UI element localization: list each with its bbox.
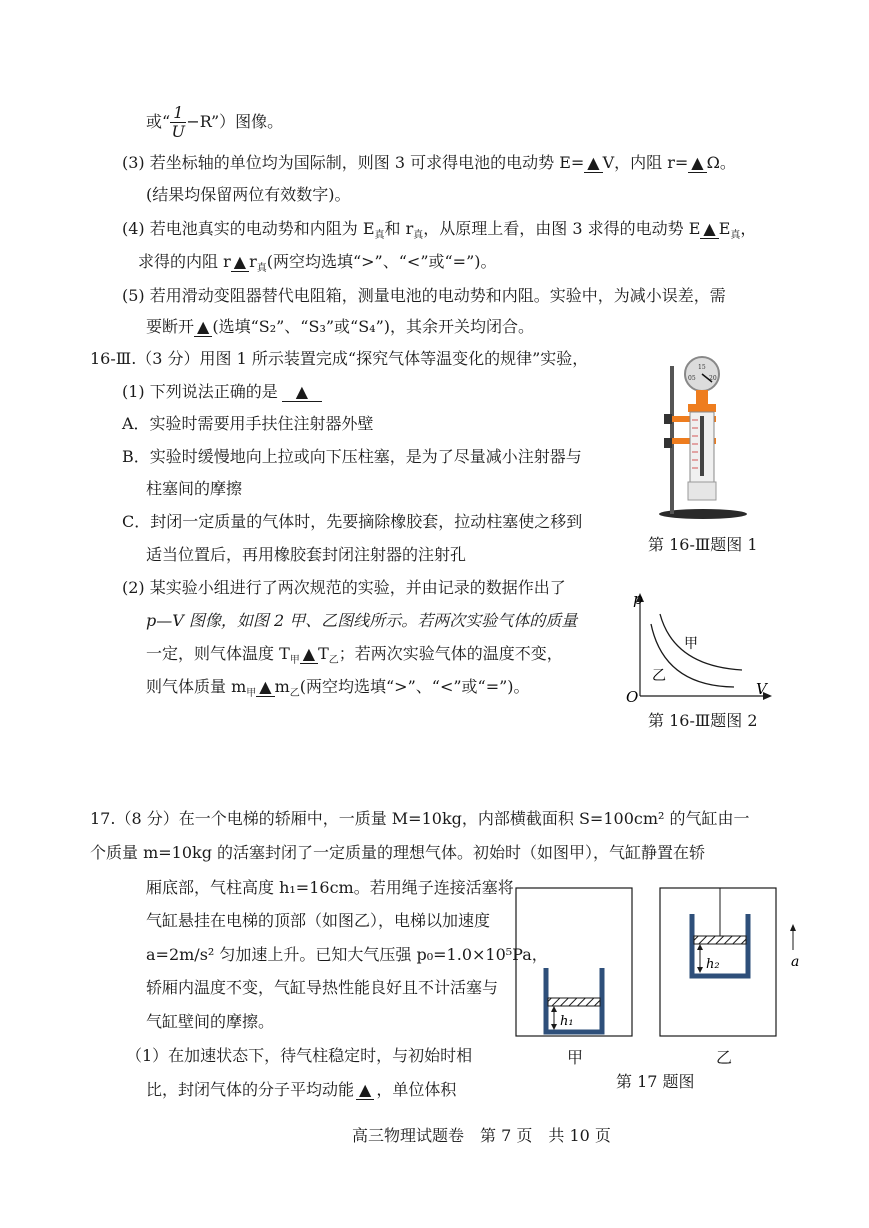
fraction-1-over-U	[170, 104, 186, 141]
piston-jia	[548, 998, 600, 1006]
text: 或“	[146, 112, 171, 131]
text: (4) 若电池真实的电动势和内阻为 E	[122, 219, 375, 238]
pv-graph-figure	[618, 590, 778, 706]
answer-blank	[231, 253, 249, 272]
subscript: 乙	[328, 655, 339, 667]
fraction-numerator: 1	[170, 104, 186, 123]
q17-sub-1-cont	[146, 1079, 456, 1101]
text: ，	[740, 219, 757, 238]
q16ii-item-5-cont	[146, 316, 534, 338]
option-a: A．实验时需要用手扶住注射器外壁	[122, 414, 374, 433]
answer-blank	[700, 220, 718, 239]
answer-blank	[688, 154, 706, 173]
v-axis-label: V	[756, 680, 767, 698]
text: −R”）图像。	[186, 112, 284, 131]
q16iii-sub-2-line2: p—V 图像，如图 2 甲、乙图线所示。若两次实验气体的质量	[146, 611, 578, 630]
h2-arrow-head	[697, 967, 703, 973]
cylinder-figure	[512, 884, 812, 1046]
answer-blank	[300, 645, 318, 664]
h1-arrow-head	[551, 1024, 557, 1030]
p-axis-label: p	[633, 590, 643, 608]
answer-mark: ▲	[259, 677, 272, 696]
answer-mark: ▲	[587, 153, 600, 172]
text: ，从原理上看，由图 3 求得的电动势 E	[423, 219, 701, 238]
q16ii-item-3-note: (结果均保留两位有效数字)。	[146, 185, 351, 204]
q16iii-sub-2-line3	[146, 643, 563, 672]
text: (选填“S₂”、“S₃”或“S₄”)，其余开关均闭合。	[212, 317, 535, 336]
answer-mark: ▲	[233, 252, 247, 271]
curve-label-yi: 乙	[652, 668, 666, 684]
figure-1-caption: 第 16-Ⅲ题图 1	[648, 535, 758, 554]
q17-line-7: 气缸壁间的摩擦。	[146, 1012, 275, 1031]
text: r	[249, 252, 257, 271]
answer-mark: ▲	[691, 153, 704, 172]
clamp-knob	[664, 438, 672, 448]
answer-blank	[356, 1081, 374, 1100]
q17-line-3: 厢底部，气柱高度 h₁=16cm。若用绳子连接活塞将	[146, 878, 514, 897]
q17-line-4: 气缸悬挂在电梯的顶部（如图乙），电梯以加速度	[146, 911, 491, 930]
q16ii-item-4-cont	[138, 251, 497, 280]
curve-jia	[660, 614, 742, 670]
q16iii-sub-1	[122, 381, 322, 403]
text: V，内阻 r=	[602, 153, 689, 172]
answer-blank	[256, 678, 274, 697]
syringe-plunger	[700, 416, 704, 476]
answer-mark: ▲	[703, 219, 716, 238]
h2-arrow-head	[697, 944, 703, 950]
q16iii-sub-2: (2) 某实验小组进行了两次规范的实验，并由记录的数据作出了	[122, 578, 566, 597]
text: E	[718, 219, 731, 238]
h1-arrow-head	[551, 1006, 557, 1012]
text: (两空均选填“>”、“<”或“=”)。	[266, 252, 497, 271]
syringe-grip	[688, 482, 716, 500]
text: Ω。	[706, 153, 736, 172]
acceleration-label: a	[791, 954, 800, 970]
option-c: C．封闭一定质量的气体时，先要摘除橡胶套，拉动柱塞使之移到	[122, 512, 583, 531]
h2-label: h₂	[706, 957, 720, 972]
answer-mark: ▲	[295, 382, 309, 401]
text: (3) 若坐标轴的单位均为国际制，则图 3 可求得电池的电动势 E=	[122, 153, 585, 172]
option-b-cont: 柱塞间的摩擦	[146, 479, 243, 498]
text: ，单位体积	[376, 1080, 457, 1099]
subscript: 甲	[246, 688, 257, 700]
curve-label-jia: 甲	[684, 636, 698, 652]
text: (1) 下列说法正确的是	[122, 382, 278, 401]
figure-label-yi: 乙	[716, 1048, 733, 1067]
q16ii-item-3	[122, 152, 736, 174]
gauge-scale-label: 15	[698, 364, 706, 371]
text: 则气体质量 m	[146, 677, 247, 696]
q17-line-1: 17.（8 分）在一个电梯的轿厢中，一质量 M=10kg，内部横截面积 S=100cm² 的气缸由一	[90, 809, 750, 828]
figure-label-jia: 甲	[567, 1048, 584, 1067]
option-b: B．实验时缓慢地向上拉或向下压柱塞，是为了尽量减小注射器与	[122, 447, 582, 466]
syringe-apparatus-figure	[640, 356, 760, 521]
answer-mark: ▲	[302, 644, 316, 663]
piston-yi	[694, 936, 746, 944]
syringe-cap	[688, 404, 716, 412]
subscript: 乙	[289, 688, 300, 700]
q17-line-6: 轿厢内温度不变，气缸导热性能良好且不计活塞与	[146, 978, 499, 997]
q16iii-heading: 16-Ⅲ.（3 分）用图 1 所示装置完成“探究气体等温变化的规律”实验，	[90, 349, 589, 368]
text: T	[318, 644, 329, 663]
elevator-box-jia	[516, 888, 632, 1036]
q16iii-sub-2-line4	[146, 676, 530, 705]
text: 求得的内阻 r	[138, 252, 231, 271]
subscript: 真	[374, 230, 385, 242]
page-footer: 高三物理试题卷 第 7 页 共 10 页	[352, 1126, 611, 1145]
q17-sub-1: （1）在加速状态下，待气柱稳定时，与初始时相	[126, 1046, 473, 1065]
q16ii-item-5: (5) 若用滑动变阻器替代电阻箱，测量电池的电动势和内阻。实验中，为减小误差，需	[122, 286, 726, 305]
text: m	[274, 677, 290, 696]
subscript: 真	[256, 263, 267, 275]
answer-blank	[584, 154, 602, 173]
text: (两空均选填“>”、“<”或“=”)。	[299, 677, 530, 696]
h1-label: h₁	[560, 1014, 574, 1029]
text: 和 r	[384, 219, 414, 238]
q17-line-2: 个质量 m=10kg 的活塞封闭了一定质量的理想气体。初始时（如图甲），气缸静置在轿	[90, 843, 706, 862]
fraction-denominator: U	[171, 122, 186, 141]
subscript: 真	[413, 230, 424, 242]
subscript: 真	[730, 230, 741, 242]
figure-17-caption: 第 17 题图	[616, 1072, 695, 1091]
answer-mark: ▲	[359, 1080, 372, 1099]
q16ii-item-4	[122, 218, 756, 247]
q16ii-line-1	[146, 104, 283, 141]
text: ；若两次实验气体的温度不变，	[338, 644, 563, 663]
option-c-cont: 适当位置后，再用橡胶套封闭注射器的注射孔	[146, 545, 467, 564]
text: 比，封闭气体的分子平均动能	[146, 1080, 355, 1099]
text: 要断开	[146, 317, 195, 336]
figure-2-caption: 第 16-Ⅲ题图 2	[648, 711, 758, 730]
clamp-knob	[664, 414, 672, 424]
gauge-connector	[696, 390, 708, 404]
answer-mark: ▲	[197, 317, 210, 336]
answer-blank	[282, 383, 322, 402]
acceleration-arrow-head	[790, 924, 796, 931]
q17-line-5: a=2m/s² 匀加速上升。已知大气压强 p₀=1.0×10⁵Pa，	[146, 945, 548, 964]
answer-blank	[194, 318, 212, 337]
text: 一定，则气体温度 T	[146, 644, 290, 663]
origin-label: O	[626, 688, 639, 706]
subscript: 甲	[289, 655, 300, 667]
gauge-scale-label: 20	[709, 375, 717, 382]
gauge-scale-label: 05	[688, 375, 696, 382]
